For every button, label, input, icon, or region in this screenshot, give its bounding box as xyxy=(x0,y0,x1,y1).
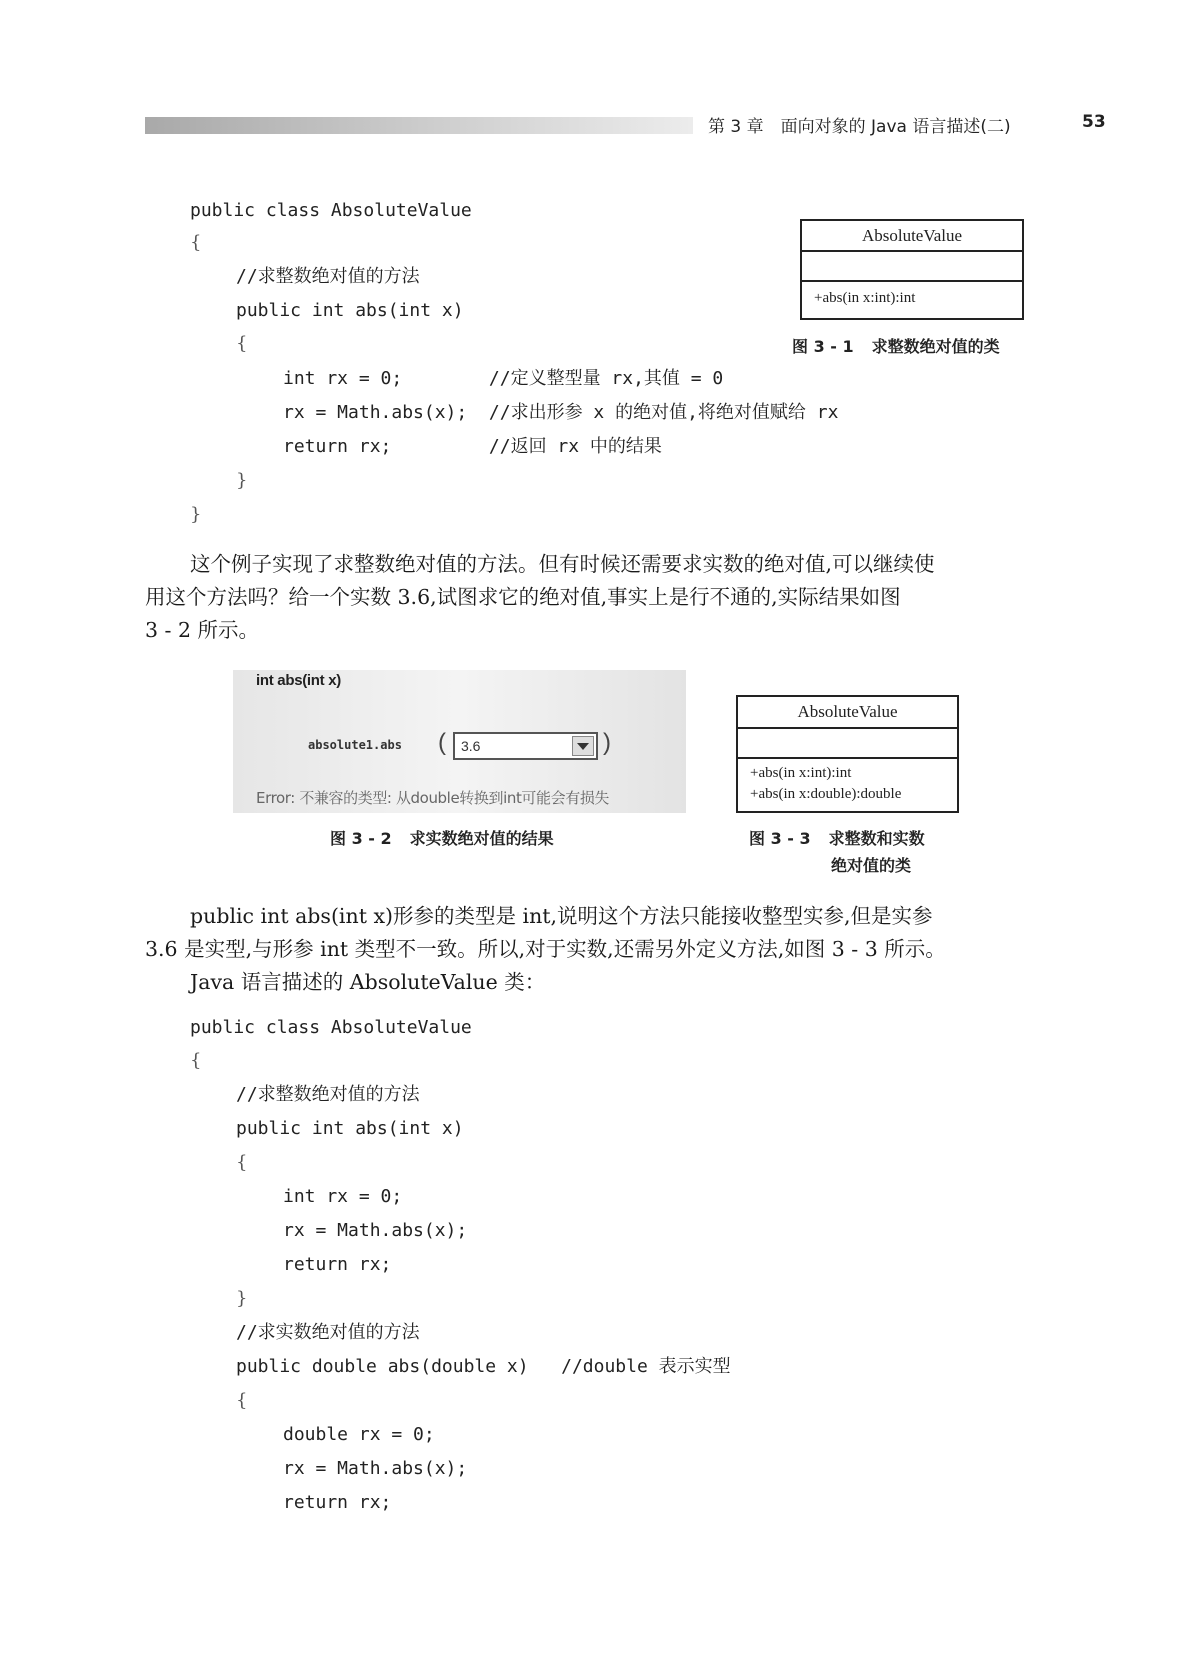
code-line: { xyxy=(236,1390,248,1411)
uml-operation: +abs(in x:int):int xyxy=(750,765,852,781)
figure-caption-text: 求实数绝对值的结果 xyxy=(409,829,554,848)
code-line: return rx; //返回 rx 中的结果 xyxy=(283,436,662,457)
figure-caption xyxy=(330,826,554,849)
uml-operation: +abs(in x:double):double xyxy=(750,786,902,802)
code-line: } xyxy=(190,504,202,525)
figure-number: 图 3 - 2 xyxy=(330,829,392,848)
figure-caption xyxy=(749,826,925,849)
figure-number: 图 3 - 1 xyxy=(792,337,854,356)
uml-class-name: AbsoluteValue xyxy=(738,697,957,729)
code-line: int rx = 0; //定义整型量 rx,其值 = 0 xyxy=(283,368,724,389)
uml-class-diagram xyxy=(736,695,959,813)
figure-caption-text: 求整数和实数 xyxy=(828,829,925,848)
code-comment: //求整数绝对值的方法 xyxy=(236,266,420,287)
code-line: public int abs(int x) xyxy=(236,300,464,321)
method-call-label: absolute1.abs xyxy=(308,738,402,752)
figure-number: 图 3 - 3 xyxy=(749,829,811,848)
figure-caption xyxy=(792,334,1000,357)
code-line: int rx = 0; xyxy=(283,1186,403,1207)
dropdown-button[interactable] xyxy=(572,736,594,756)
code-line: { xyxy=(236,1152,248,1173)
paren-close: ) xyxy=(603,729,611,756)
paragraph-line: 用这个方法吗？给一个实数 3.6,试图求它的绝对值,事实上是行不通的,实际结果如图 xyxy=(145,585,901,609)
uml-operation: +abs(in x:int):int xyxy=(814,290,916,306)
uml-operations-section xyxy=(802,282,1022,309)
paragraph-line: 这个例子实现了求整数绝对值的方法。但有时候还需要求实数的绝对值,可以继续使 xyxy=(190,552,935,576)
uml-class-name: AbsoluteValue xyxy=(802,221,1022,252)
header-rule xyxy=(145,117,693,134)
paragraph-line: 3.6 是实型,与形参 int 类型不一致。所以,对于实数,还需另外定义方法,如图 3 - 3 所示。 xyxy=(145,937,946,961)
code-line: return rx; xyxy=(283,1254,392,1275)
code-comment: //求实数绝对值的方法 xyxy=(236,1322,420,1343)
code-line: rx = Math.abs(x); //求出形参 x 的绝对值,将绝对值赋给 rx xyxy=(283,402,839,423)
uml-class-diagram xyxy=(800,219,1024,320)
code-line: return rx; xyxy=(283,1492,392,1513)
code-line: public double abs(double x) //double 表示实型 xyxy=(236,1356,731,1377)
code-comment: //求整数绝对值的方法 xyxy=(236,1084,420,1105)
code-line: { xyxy=(236,333,248,354)
chevron-down-icon xyxy=(577,743,589,750)
code-line: } xyxy=(236,1288,248,1309)
argument-value: 3.6 xyxy=(461,738,481,754)
paragraph-line: Java 语言描述的 AbsoluteValue 类： xyxy=(190,970,546,994)
code-line: double rx = 0; xyxy=(283,1424,435,1445)
paragraph-line: public int abs(int x)形参的类型是 int,说明这个方法只能接收整型实参,但是实参 xyxy=(190,904,933,928)
uml-operations-section xyxy=(738,759,957,805)
paragraph-line: 3 - 2 所示。 xyxy=(145,618,260,642)
code-line: public int abs(int x) xyxy=(236,1118,464,1139)
code-line: { xyxy=(190,1050,202,1071)
method-signature: int abs(int x) xyxy=(256,672,341,689)
page-number: 53 xyxy=(1082,112,1106,132)
code-line: public class AbsoluteValue xyxy=(190,200,472,221)
code-line: { xyxy=(190,232,202,253)
paren-open: ( xyxy=(438,729,446,756)
error-message: Error: 不兼容的类型: 从double转换到int可能会有损失 xyxy=(256,789,610,807)
error-screenshot xyxy=(233,670,686,813)
uml-attributes-section xyxy=(738,729,957,759)
code-line: rx = Math.abs(x); xyxy=(283,1458,468,1479)
argument-combobox[interactable] xyxy=(453,732,598,760)
code-line: } xyxy=(236,470,248,491)
uml-attributes-section xyxy=(802,252,1022,282)
code-line: public class AbsoluteValue xyxy=(190,1017,472,1038)
figure-caption-text: 求整数绝对值的类 xyxy=(871,337,1000,356)
chapter-title: 第 3 章 面向对象的 Java 语言描述(二) xyxy=(708,117,1011,137)
code-line: rx = Math.abs(x); xyxy=(283,1220,468,1241)
figure-caption-line2: 绝对值的类 xyxy=(831,856,912,875)
